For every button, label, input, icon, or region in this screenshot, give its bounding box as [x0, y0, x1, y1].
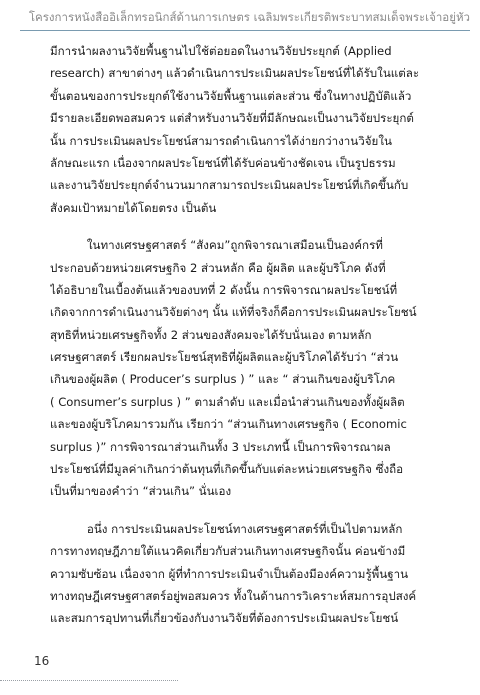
text-line: มีรายละเอียดพอสมควร แต่สำหรับงานวิจัยที่มีลักษณะเป็นงานวิจัยประยุกต์: [50, 111, 414, 126]
page-number: 16: [34, 654, 50, 668]
text-line: การทางทฤษฎีภายใต้แนวคิดเกี่ยวกับส่วนเกินทางเศรษฐกิจนั้น ค่อนข้างมี: [50, 544, 406, 559]
footer-divider: [0, 680, 178, 681]
text-line: ได้อธิบายในเบื้องต้นแล้วของบทที่ 2 ดังนั้น การพิจารณาผลประโยชน์ที่: [50, 282, 398, 297]
paragraph-gap: [50, 219, 456, 234]
text-line: มีการนำผลงานวิจัยพื้นฐานไปใช้ต่อยอดในงานวิจัยประยุกต์ (Applied: [50, 44, 392, 58]
paragraph-2: [50, 234, 456, 503]
text-line: เกินของผู้ผลิต ( Producer’s surplus ) ” และ “ ส่วนเกินของผู้บริโภค: [50, 372, 396, 387]
text-line: ลักษณะแรก เนื่องจากผลประโยชน์ที่ได้รับค่อนข้างชัดเจน เป็นรูปธรรม: [50, 155, 396, 170]
paragraph-3: [50, 518, 456, 630]
text-line: ในทางเศรษฐศาสตร์ “สังคม”ถูกพิจารณาเสมือนเป็นองค์กรที่: [50, 238, 383, 253]
text-line: research) สาขาต่างๆ แล้วดำเนินการประเมินผลประโยชน์ที่ได้รับในแต่ละ: [50, 66, 420, 81]
text-line: ประโยชน์ที่มีมูลค่าเกินกว่าต้นทุนที่เกิดขึ้นกับแต่ละหน่วยเศรษฐกิจ ซึ่งถือ: [50, 462, 404, 477]
text-line: และสมการอุปทานที่เกี่ยวข้องกับงานวิจัยที่ต้องการประเมินผลประโยชน์: [50, 611, 399, 626]
text-line: สุทธิที่หน่วยเศรษฐกิจทั้ง 2 ส่วนของสังคมจะได้รับนั่นเอง ตามหลัก: [50, 327, 372, 342]
text-line: เป็นที่มาของคำว่า “ส่วนเกิน” นั่นเอง: [50, 484, 232, 499]
header-title: โครงการหนังสืออิเล็กทรอนิกส์ด้านการเกษตร เฉลิมพระเกียรติพระบาทสมเด็จพระเจ้าอยู่หัว: [28, 10, 470, 24]
text-line: เกิดจากการดำเนินงานวิจัยต่างๆ นั้น แท้ที่จริงก็คือการประเมินผลประโยชน์: [50, 305, 417, 320]
text-line: เศรษฐศาสตร์ เรียกผลประโยชน์สุทธิที่ผู้ผลิตและผู้บริโภคได้รับว่า “ส่วน: [50, 350, 399, 365]
text-line: ประกอบด้วยหน่วยเศรษฐกิจ 2 ส่วนหลัก คือ ผู้ผลิต และผู้บริโภค ดังที่: [50, 260, 386, 275]
text-line: นั้น การประเมินผลประโยชน์สามารถดำเนินการได้ง่ายกว่างานวิจัยใน: [50, 133, 392, 148]
body-text: [50, 40, 456, 630]
text-line: สังคมเป้าหมายได้โดยตรง เป็นต้น: [50, 200, 217, 215]
paragraph-1: [50, 40, 456, 219]
text-line: ขั้นตอนของการประยุกต์ใช้งานวิจัยพื้นฐานแต่ละส่วน ซึ่งในทางปฏิบัติแล้ว: [50, 88, 412, 103]
text-line: และงานวิจัยประยุกต์จำนวนมากสามารถประเมินผลประโยชน์ที่เกิดขึ้นกับ: [50, 178, 409, 193]
text-line: ความซับซ้อน เนื่องจาก ผู้ที่ทำการประเมินจำเป็นต้องมีองค์ความรู้พื้นฐาน: [50, 566, 409, 581]
text-line: ทางทฤษฎีเศรษฐศาสตร์อยู่พอสมควร ทั้งในด้านการวิเคราะห์สมการอุปสงค์: [50, 588, 417, 603]
paragraph-gap: [50, 503, 456, 518]
text-line: อนึ่ง การประเมินผลประโยชน์ทางเศรษฐศาสตร์ที่เป็นไปตามหลัก: [50, 521, 403, 536]
text-line: surplus )” การพิจารณาส่วนเกินทั้ง 3 ประเภทนี้ เป็นการพิจารณาผล: [50, 439, 391, 454]
page-header: [20, 8, 470, 31]
text-line: ( Consumer’s surplus ) ” ตามลำดับ และเมื่อนำส่วนเกินของทั้งผู้ผลิต: [50, 394, 405, 409]
text-line: และของผู้บริโภคมารวมกัน เรียกว่า “ส่วนเกินทางเศรษฐกิจ ( Economic: [50, 417, 407, 432]
